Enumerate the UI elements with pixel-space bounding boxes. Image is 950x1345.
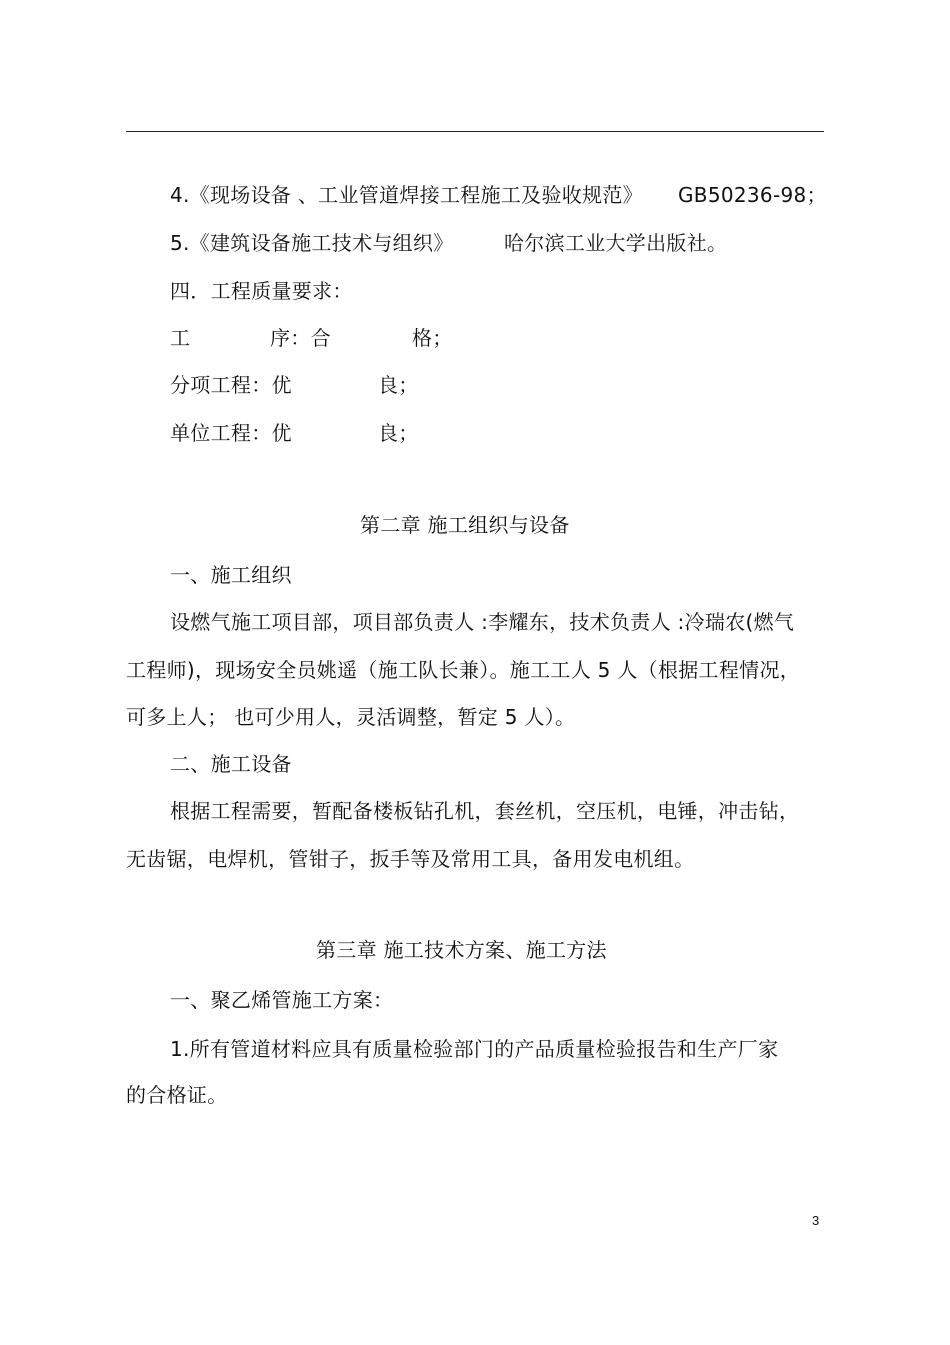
page-number: 3 [812,1213,820,1228]
quality-process-label-rest: 序：合 [270,326,331,350]
header-rule [126,131,824,132]
chapter-2-section-1-line-3: 可多上人； 也可少用人，灵活调整，暂定 5 人）。 [126,705,576,729]
quality-subitem-label: 分项工程：优 [170,373,292,397]
chapter-2-section-2-line-1: 根据工程需要，暂配备楼板钻孔机，套丝机，空压机，电锤，冲击钻， [170,799,800,823]
chapter-3-title: 第三章 施工技术方案、施工方法 [316,938,607,962]
quality-process-label: 工 [170,326,191,350]
chapter-2-section-1-line-1: 设燃气施工项目部，项目部负责人 :李耀东，技术负责人 :冷瑞农(燃气 [170,610,795,634]
chapter-2-section-2-line-2: 无齿锯，电焊机，管钳子，扳手等及常用工具，备用发电机组。 [126,847,695,871]
reference-4-code: GB50236-98； [678,183,827,207]
quality-unit-label: 单位工程：优 [170,421,292,445]
chapter-3-item-1-line-2: 的合格证。 [126,1083,228,1107]
chapter-2-section-1-line-2: 工程师)，现场安全员姚遥（施工队长兼）。施工工人 5 人（根据工程情况， [126,658,801,682]
chapter-3-section-1-heading: 一、聚乙烯管施工方案： [170,988,394,1012]
chapter-2-title: 第二章 施工组织与设备 [360,513,570,537]
quality-process-value: 格； [412,326,453,350]
chapter-3-item-1-line-1: 1.所有管道材料应具有质量检验部门的产品质量检验报告和生产厂家 [170,1037,779,1061]
reference-5-title: 5.《建筑设备施工技术与组织》 [170,231,454,255]
chapter-2-section-1-heading: 一、施工组织 [170,563,292,587]
quality-unit-value: 良； [378,421,419,445]
quality-subitem-value: 良； [378,373,419,397]
reference-4-title: 4.《现场设备 、工业管道焊接工程施工及验收规范》 [170,183,643,207]
quality-requirements-heading: 四．工程质量要求： [170,279,353,303]
reference-5-publisher: 哈尔滨工业大学出版社。 [504,231,728,255]
chapter-2-section-2-heading: 二、施工设备 [170,752,292,776]
